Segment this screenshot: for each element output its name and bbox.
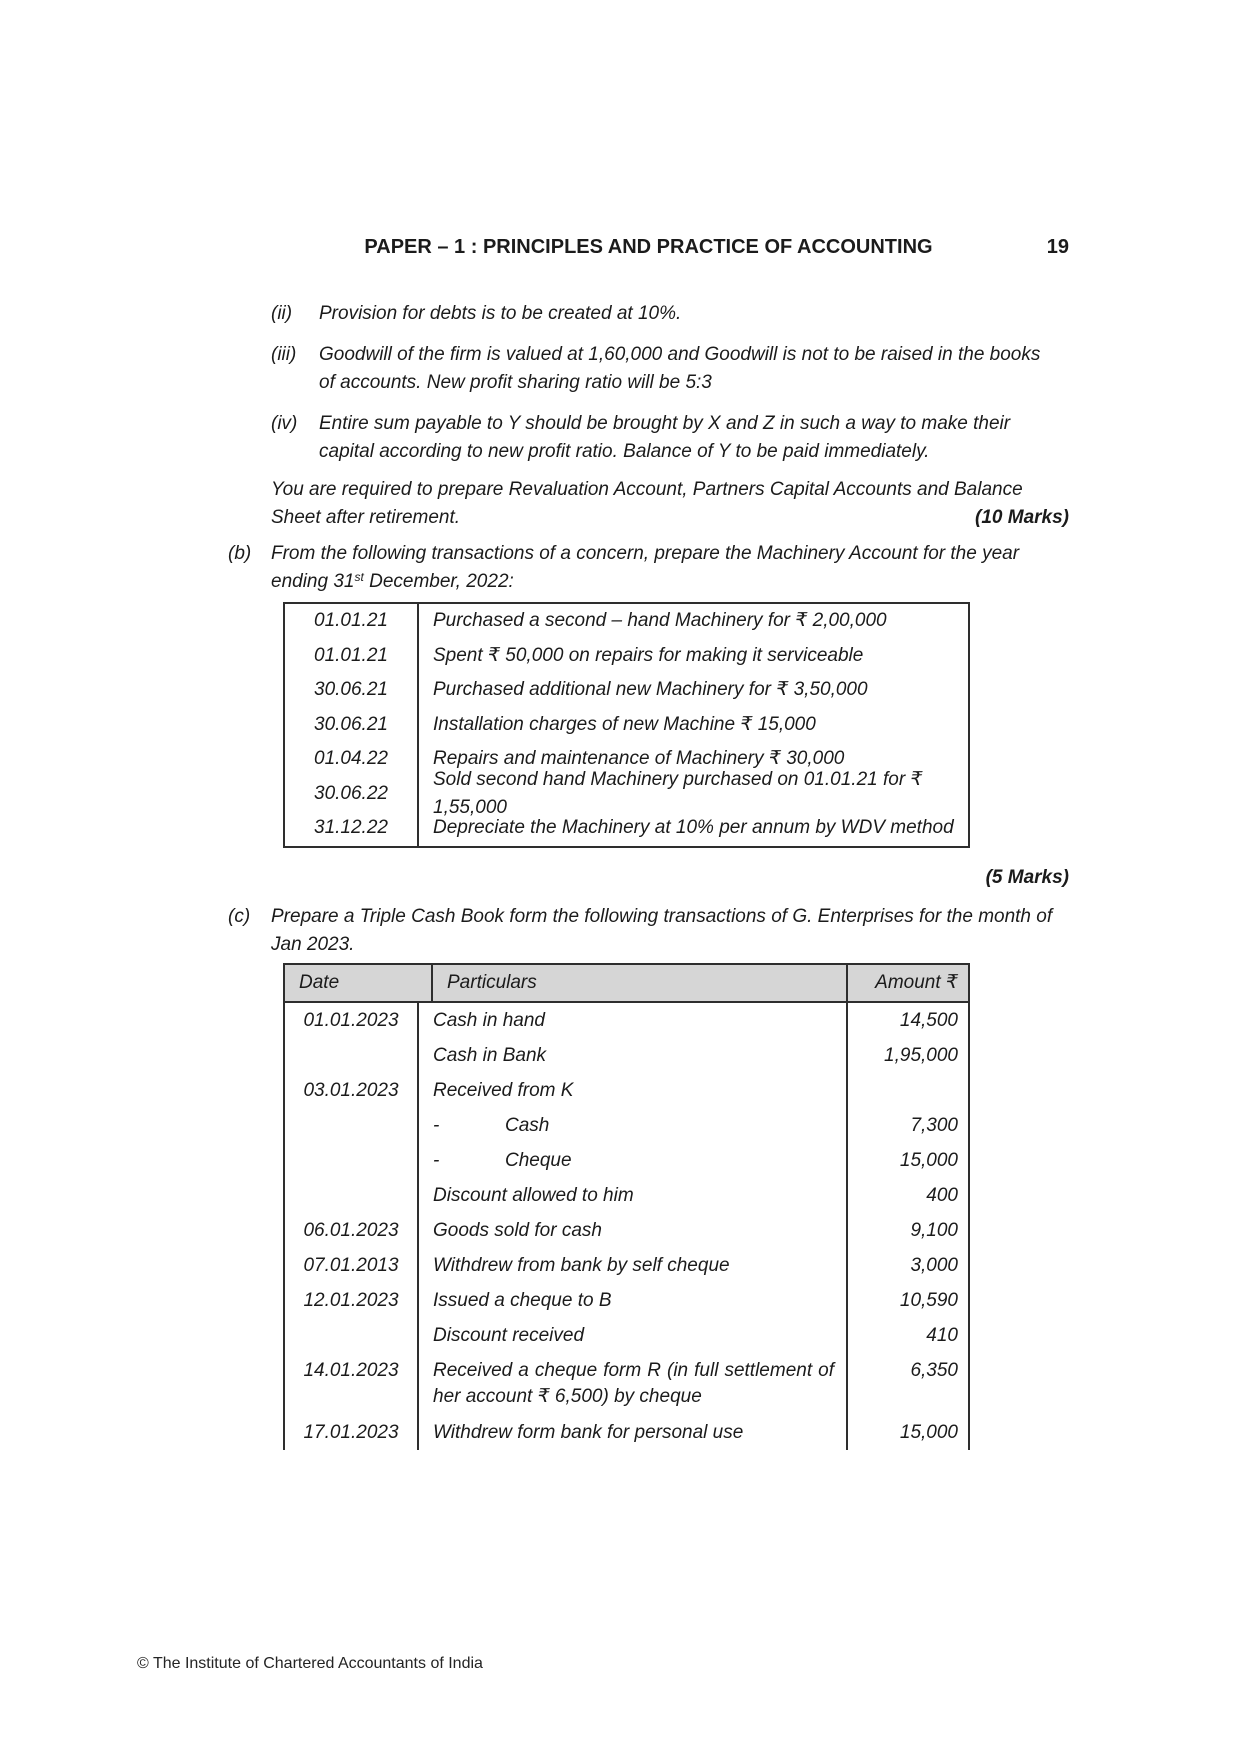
section-b [228,540,1071,596]
amount-cell: 14,500 [899,1010,958,1031]
particulars-cell: Withdrew from bank by self cheque [419,1248,848,1283]
particulars-cell: - Cheque [419,1143,848,1178]
date-cell: 30.06.22 [285,777,419,812]
section-c [228,903,1071,959]
particulars-cell: Purchased additional new Machinery for ₹ 3,50,000 [433,679,868,701]
table-row [285,604,968,639]
table-row [285,1003,968,1038]
table-row [285,811,968,846]
sub-item-label: (ii) [271,303,293,324]
date-cell: 01.01.21 [285,604,419,639]
table-row [285,1248,968,1283]
particulars-cell: Depreciate the Machinery at 10% per annum by WDV method [433,817,954,839]
particulars-cell: Received from K [419,1073,848,1108]
amount-cell: 10,590 [899,1290,958,1311]
amount-cell: 3,000 [910,1255,958,1276]
section-b-intro-text: From the following transactions of a concern, prepare the Machinery Account for the year ending 31 [271,543,1020,592]
particulars-cell: Discount received [419,1318,848,1353]
table-row [285,1318,968,1353]
table-row [285,1415,968,1450]
date-cell: 01.01.2023 [285,1003,419,1038]
date-cell [285,1038,419,1073]
particulars-cell: Withdrew form bank for personal use [419,1415,848,1450]
table-row [285,1213,968,1248]
column-header-date: Date [285,965,433,1001]
particulars-cell: Spent ₹ 50,000 on repairs for making it serviceable [433,644,864,666]
particulars-cell: Cash in hand [419,1003,848,1038]
page-number: 19 [1046,236,1069,258]
section-label-b: (b) [228,543,252,564]
particulars-cell: Purchased a second – hand Machinery for ₹ 2,00,000 [433,610,887,632]
table-row [285,1038,968,1073]
table-row [285,708,968,743]
amount-cell: 15,000 [899,1422,958,1443]
date-cell: 06.01.2023 [285,1213,419,1248]
date-cell: 17.01.2023 [285,1415,419,1450]
date-cell: 07.01.2013 [285,1248,419,1283]
date-cell: 01.04.22 [285,742,419,777]
date-cell: 01.01.21 [285,639,419,674]
sub-item-ii [271,300,681,328]
dash-prefix: - [433,1115,440,1136]
requirement-paragraph [271,476,1069,532]
particulars-cell: Sold second hand Machinery purchased on 01.01.21 for ₹ 1,55,000 [433,768,923,818]
table-row [285,1353,968,1415]
page-header [228,236,1069,259]
particulars-cell: - Cash [419,1108,848,1143]
sub-item-label: (iii) [271,344,297,365]
amount-cell: 6,350 [910,1360,958,1381]
particulars-cell: Discount allowed to him [419,1178,848,1213]
machinery-table [283,602,970,848]
paper-title: PAPER – 1 : PRINCIPLES AND PRACTICE OF ACCOUNTING [364,236,933,258]
table-row [285,1283,968,1318]
table-row [285,1073,968,1108]
table-row [285,1108,968,1143]
date-cell: 14.01.2023 [285,1353,419,1415]
amount-cell: 9,100 [910,1220,958,1241]
footer-copyright: © The Institute of Chartered Accountants of India [137,1655,483,1672]
particulars-cell: Issued a cheque to B [419,1283,848,1318]
date-cell: 03.01.2023 [285,1073,419,1108]
section-b-intro [271,540,1071,596]
dash-prefix: - [433,1150,440,1171]
marks-5: (5 Marks) [985,867,1069,888]
particulars-cell: Received a cheque form R (in full settlement of her account ₹ 6,500) by cheque [419,1353,848,1415]
sub-item-iii [271,341,1054,397]
sub-item-text: Provision for debts is to be created at 10%. [319,303,682,324]
column-header-particulars: Particulars [433,965,848,1001]
requirement-text: You are required to prepare Revaluation Account, Partners Capital Accounts and Balance Sheet after retirement. [271,479,1023,528]
amount-cell: 400 [926,1185,958,1206]
amount-cell: 15,000 [899,1150,958,1171]
date-cell [285,1178,419,1213]
date-cell: 12.01.2023 [285,1283,419,1318]
date-cell: 31.12.22 [285,811,419,846]
section-c-intro: Prepare a Triple Cash Book form the following transactions of G. Enterprises for the month of Jan 2023. [271,906,1053,955]
particulars-cell: Installation charges of new Machine ₹ 15,000 [433,713,816,735]
sub-item-iv [271,410,1054,466]
sub-item-text: Entire sum payable to Y should be brought by X and Z in such a way to make their capital according to new profit ratio. Balance of Y to be paid immediately. [319,413,1011,462]
section-b-intro-tail: December, 2022: [363,571,514,592]
amount-cell [848,1073,968,1108]
sub-item-text: Goodwill of the firm is valued at 1,60,000 and Goodwill is not to be raised in the books of accounts. New profit sharing ratio will be 5:3 [319,344,1041,393]
table-row [285,1178,968,1213]
marks-10: (10 Marks) [975,507,1069,528]
date-cell: 30.06.21 [285,673,419,708]
table-row [285,639,968,674]
table-row [285,768,968,818]
particulars-cell: Repairs and maintenance of Machinery ₹ 30,000 [433,748,845,770]
particulars-cell: Cash in Bank [419,1038,848,1073]
column-header-amount: Amount ₹ [875,972,958,993]
cashbook-table [283,963,970,1450]
particulars-cell: Goods sold for cash [419,1213,848,1248]
cashbook-header-row [285,965,968,1003]
amount-cell: 7,300 [910,1115,958,1136]
amount-cell: 410 [926,1325,958,1346]
date-cell [285,1143,419,1178]
date-cell [285,1108,419,1143]
date-cell: 30.06.21 [285,708,419,743]
sub-item-label: (iv) [271,413,298,434]
amount-cell: 1,95,000 [884,1045,958,1066]
table-row [285,1143,968,1178]
section-label-c: (c) [228,906,251,927]
ordinal-superscript: st [354,570,364,584]
date-cell [285,1318,419,1353]
table-row [285,673,968,708]
